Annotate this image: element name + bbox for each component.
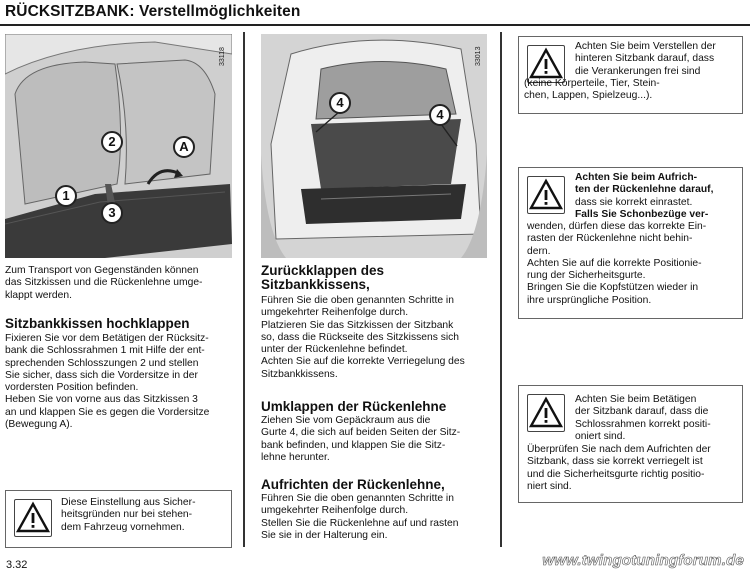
callout-1: 1 xyxy=(55,185,77,207)
trunk-illustration xyxy=(261,34,487,258)
callout-a: A xyxy=(173,136,195,158)
page-title: RÜCKSITZBANK: Verstellmöglichkeiten xyxy=(5,3,301,20)
heading-fold-backrest: Umklappen der Rückenlehne xyxy=(261,399,447,414)
figure-code: 33118 xyxy=(219,47,226,66)
warning-box-3 xyxy=(518,385,743,503)
warning-text-2: Achten Sie beim Aufrich- ten der Rückenlehne darauf, dass sie korrekt einrastet. Falls Sie Schonbezüge ver- xyxy=(575,172,714,220)
heading-raise-backrest: Aufrichten der Rückenlehne, xyxy=(261,477,445,492)
heading-seat-cushion: Sitzbankkissen hochklappen xyxy=(5,316,190,331)
callout-2: 2 xyxy=(101,131,123,153)
title-rule xyxy=(0,24,750,26)
callout-4-right: 4 xyxy=(429,104,451,126)
fold-backrest-text: Ziehen Sie vom Gepäckraum aus die Gurte 4, die sich auf beiden Seiten der Sitz- bank befinden, und klappen Sie die Sitz- lehne herunter. xyxy=(261,415,461,463)
figure-rear-seat xyxy=(5,34,232,258)
warning-text-3: Achten Sie beim Betätigen der Sitzbank darauf, dass die Schlossrahmen korrekt positi- oniert sind. xyxy=(575,394,711,442)
warning-icon xyxy=(527,394,565,432)
intro-text: Zum Transport von Gegenständen können das Sitzkissen und die Rückenlehne umge- klappt werden. xyxy=(5,265,203,301)
warning-text-left: Diese Einstellung aus Sicher- heitsgründen nur bei stehen- dem Fahrzeug vornehmen. xyxy=(61,497,196,533)
warning-text-2b: wenden, dürfen diese das korrekte Ein- rasten der Rückenlehne nicht behin- dern. Achten Sie auf die korrekte Positionie- rung der Sicherheitsgurte. Bringen Sie die Kopfstützen wieder in ihre ursprüngliche Position. xyxy=(527,221,707,306)
raise-backrest-text: Führen Sie die oben genannten Schritte in umgekehrter Reihenfolge durch. Stellen Sie die Rückenlehne auf und rasten Sie sie in der Halterung ein. xyxy=(261,493,459,541)
column-divider-1 xyxy=(243,32,245,547)
column-divider-2 xyxy=(500,32,502,547)
warning-icon xyxy=(527,176,565,214)
warning-box-1 xyxy=(518,36,743,114)
seat-cushion-text: Fixieren Sie vor dem Betätigen der Rücksitz- bank die Schlossrahmen 1 mit Hilfe der ent- sprechenden Schlosszungen 2 und stellen Sie sicher, dass sich die Vordersitze in der vordersten Position befinden. Heben Sie von vorne aus das Sitzkissen 3 an und klappen Sie es gegen die Vordersitze (Bewegung A). xyxy=(5,333,210,431)
warning-box-2 xyxy=(518,167,743,319)
fold-back-cushion-text: Führen Sie die oben genannten Schritte in umgekehrter Reihenfolge durch. Platzieren Sie das Sitzkissen der Sitzbank so, dass die Rückseite des Sitzkissens sich unter der Rückenlehne befindet. Achten Sie auf die korrekte Verriegelung des Sitzbankkissens. xyxy=(261,295,465,380)
warning-box-left xyxy=(5,490,232,548)
heading-fold-back-cushion: Zurückklappen des Sitzbankkissens, xyxy=(261,263,385,292)
callout-3: 3 xyxy=(101,202,123,224)
warning-text-1: Achten Sie beim Verstellen der hinteren Sitzbank darauf, dass die Verankerungen frei sind xyxy=(575,41,716,77)
watermark: www.twingotuningforum.de xyxy=(542,552,744,569)
warning-text-1b: (keine Körperteile, Tier, Stein- chen, Lappen, Spielzeug...). xyxy=(524,78,660,102)
warning-icon xyxy=(14,499,52,537)
page-number: 3.32 xyxy=(6,559,28,571)
figure-code: 33013 xyxy=(475,46,482,66)
callout-4-left: 4 xyxy=(329,92,351,114)
figure-trunk xyxy=(261,34,487,258)
warning-text-3b: Überprüfen Sie nach dem Aufrichten der Sitzbank, dass sie korrekt verriegelt ist und die Sicherheitsgurte richtig positio- niert sind. xyxy=(527,444,711,492)
